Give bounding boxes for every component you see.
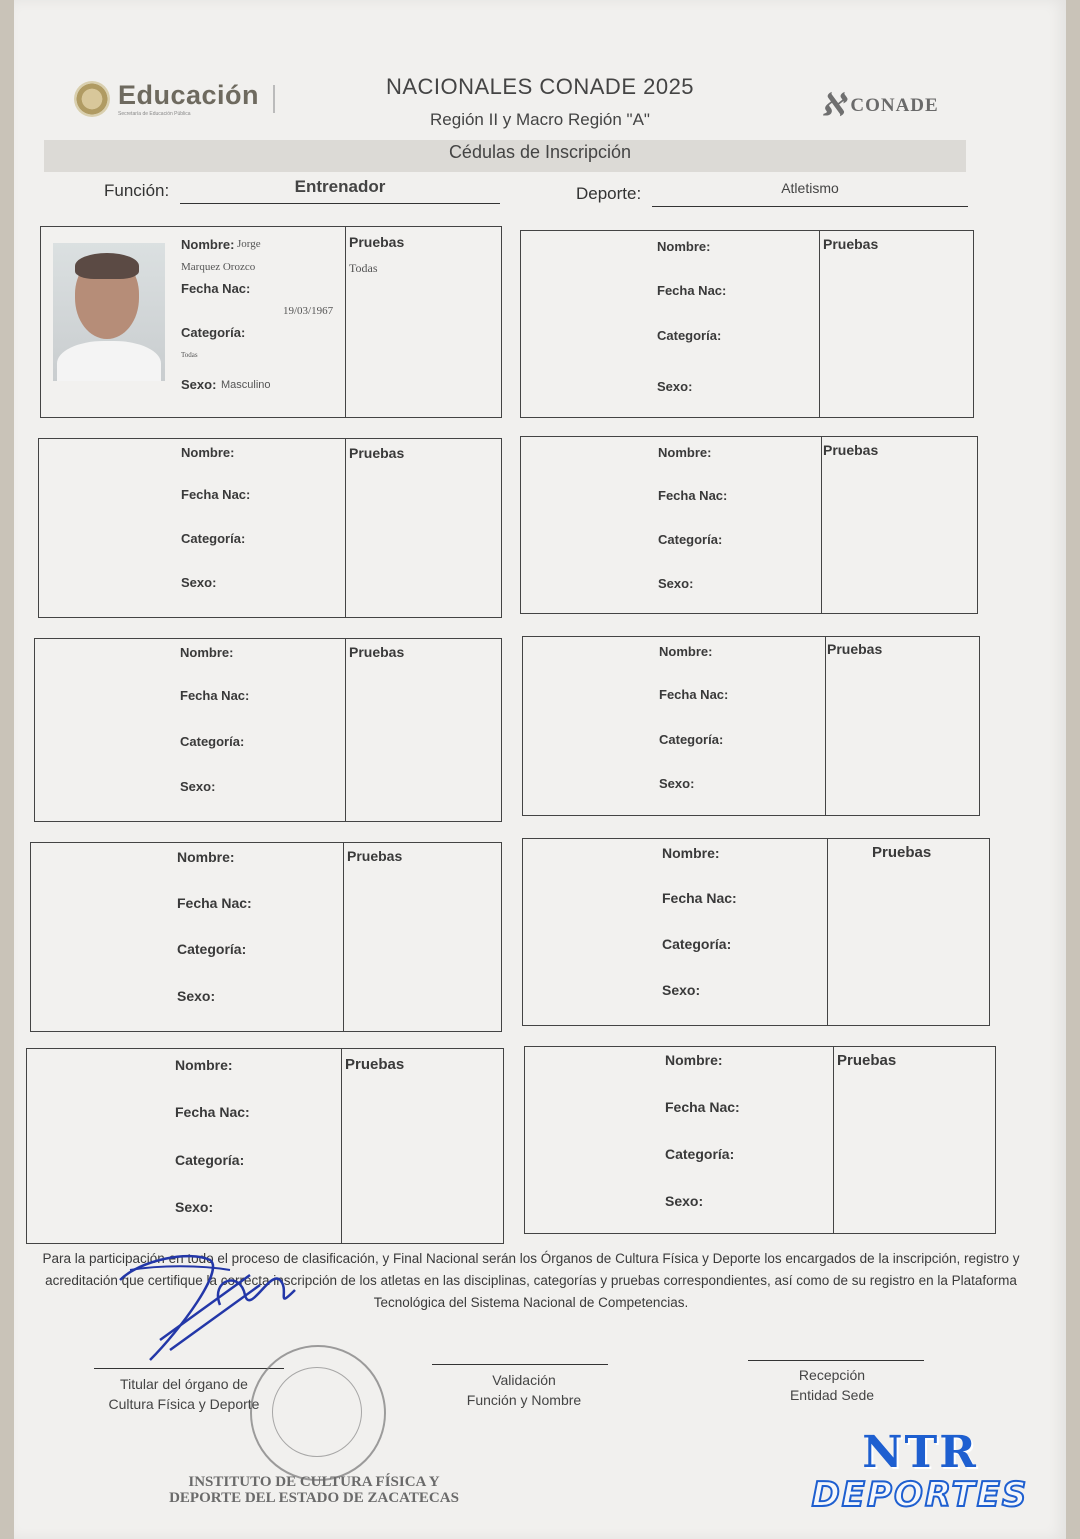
pruebas-label: Pruebas — [345, 1056, 405, 1073]
fecha-label: Fecha Nac: — [662, 890, 737, 906]
categoria-label: Categoría: — [657, 328, 722, 343]
athlete-card-3[interactable] — [38, 438, 502, 618]
sexo-label: Sexo: — [665, 1193, 704, 1209]
funcion-underline — [180, 203, 500, 204]
card-divider — [345, 227, 346, 417]
categoria-label: Categoría: — [659, 732, 724, 747]
fecha-label: Fecha Nac: — [180, 688, 250, 703]
signature-label-2 — [424, 1372, 624, 1408]
card-divider — [345, 439, 346, 617]
categoria-label: Categoría: — [658, 532, 723, 547]
nombre-label: Nombre: — [662, 845, 720, 861]
categoria-label: Categoría: — [181, 325, 246, 340]
ntr-deportes-watermark — [770, 1427, 1070, 1515]
signature-label-3 — [732, 1367, 932, 1403]
pruebas-label: Pruebas — [349, 644, 405, 660]
handwritten-signature — [100, 1220, 310, 1370]
funcion-label: Función: — [104, 181, 170, 200]
card-divider — [345, 639, 346, 821]
categoria-label: Categoría: — [177, 941, 247, 957]
conade-logo — [819, 88, 939, 123]
card-divider — [827, 839, 828, 1025]
fecha-label: Fecha Nac: — [657, 283, 727, 298]
legal-notice: Para la participación en todo el proceso de clasificación, y Final Nacional serán los Órganos de Cultura Física y Deporte los encargados de la inscripción, registro y acreditación que certifique la correcta inscripción de los atletas en las disciplinas, categorías y pruebas correspondientes, así como de su registro en la Plataforma Tecnológica del Sistema Nacional de Competencias. — [42, 1251, 1020, 1310]
pruebas-label: Pruebas — [823, 442, 879, 458]
card-divider — [341, 1049, 342, 1243]
page-title: NACIONALES CONADE 2025 — [385, 74, 695, 99]
deporte-label: Deporte: — [576, 184, 642, 203]
athlete-card-10[interactable] — [524, 1046, 996, 1234]
card-divider — [343, 843, 344, 1031]
page-subtitle: Región II y Macro Región "A" — [430, 110, 650, 129]
sexo-label: Sexo: — [177, 988, 216, 1004]
section-title: Cédulas de Inscripción — [448, 142, 632, 162]
sexo-label: Sexo: — [662, 982, 701, 998]
fecha-label: Fecha Nac: — [175, 1104, 250, 1120]
athlete-card-2[interactable] — [520, 230, 974, 418]
deporte-underline — [652, 206, 968, 207]
pruebas-label: Pruebas — [347, 848, 403, 864]
card-divider — [833, 1047, 834, 1233]
nombre-value-rest: Marquez Orozco — [181, 261, 256, 273]
pruebas-label: Pruebas — [827, 641, 883, 657]
card-divider — [825, 637, 826, 815]
athlete-card-9[interactable] — [26, 1048, 504, 1244]
pruebas-label: Pruebas — [349, 445, 405, 461]
signature-1-line1: Titular del órgano de — [120, 1376, 248, 1392]
registration-sheet — [14, 0, 1066, 1539]
athlete-card-1[interactable] — [40, 226, 502, 418]
ntr-logo-text: NTR — [862, 1427, 978, 1478]
sexo-label: Sexo: — [180, 779, 216, 794]
fecha-label: Fecha Nac: — [181, 487, 251, 502]
pruebas-value: Todas — [349, 261, 378, 275]
signature-1-line2: Cultura Física y Deporte — [108, 1396, 260, 1412]
deporte-value[interactable]: Atletismo — [781, 180, 839, 196]
nombre-label: Nombre: — [659, 644, 713, 659]
nombre-value-first: Jorge — [237, 238, 261, 250]
nombre-label: Nombre: — [177, 849, 235, 865]
nombre-label: Nombre: — [181, 445, 235, 460]
conade-logo-text: CONADE — [850, 94, 939, 116]
nombre-label: Nombre: — [665, 1052, 723, 1068]
sexo-label: Sexo: — [659, 776, 695, 791]
signature-line-2 — [432, 1364, 608, 1365]
athlete-card-8[interactable] — [522, 838, 990, 1026]
athlete-card-6[interactable] — [522, 636, 980, 816]
pruebas-label: Pruebas — [823, 236, 879, 252]
sexo-label: Sexo: — [658, 576, 694, 591]
nombre-label: Nombre: — [175, 1057, 233, 1073]
categoria-label: Categoría: — [181, 531, 246, 546]
athlete-card-4[interactable] — [520, 436, 978, 614]
athlete-card-5[interactable] — [34, 638, 502, 822]
categoria-label: Categoría: — [665, 1146, 735, 1162]
categoria-label: Categoría: — [662, 936, 732, 952]
fecha-label: Fecha Nac: — [177, 895, 252, 911]
sexo-label: Sexo: — [657, 379, 693, 394]
card-divider — [821, 437, 822, 613]
signature-3-line2: Entidad Sede — [789, 1387, 875, 1403]
sexo-label: Sexo: — [181, 377, 217, 392]
fecha-label: Fecha Nac: — [658, 488, 728, 503]
nombre-label: Nombre: — [180, 645, 234, 660]
funcion-value[interactable]: Entrenador — [294, 177, 386, 196]
signature-line-3 — [748, 1360, 924, 1361]
fecha-value: 19/03/1967 — [283, 305, 334, 317]
signature-3-line1: Recepción — [798, 1367, 866, 1383]
pruebas-label: Pruebas — [872, 844, 932, 861]
nombre-label: Nombre: — [658, 445, 712, 460]
runner-icon: ℵ — [819, 89, 851, 122]
deportes-logo-text: DEPORTES — [811, 1475, 1029, 1515]
signature-2-line2: Función y Nombre — [466, 1392, 582, 1408]
signature-2-line1: Validación — [492, 1372, 556, 1388]
fecha-label: Fecha Nac: — [665, 1099, 740, 1115]
pruebas-label: Pruebas — [837, 1052, 897, 1069]
eagle-emblem-icon — [272, 1367, 362, 1457]
sexo-value: Masculino — [221, 379, 271, 391]
categoria-value: Todas — [181, 351, 198, 359]
fecha-label: Fecha Nac: — [659, 687, 729, 702]
card-divider — [819, 231, 820, 417]
pruebas-label: Pruebas — [349, 234, 405, 250]
educacion-logo-text: Educación — [118, 80, 260, 110]
categoria-label: Categoría: — [180, 734, 245, 749]
sexo-label: Sexo: — [181, 575, 217, 590]
nombre-label: Nombre: — [657, 239, 711, 254]
educacion-logo-subtext: Secretaría de Educación Pública — [118, 111, 191, 117]
athlete-card-7[interactable] — [30, 842, 502, 1032]
categoria-label: Categoría: — [175, 1152, 245, 1168]
fecha-label: Fecha Nac: — [181, 281, 251, 296]
sexo-label: Sexo: — [175, 1199, 214, 1215]
stamp-institution-text: INSTITUTO DE CULTURA FÍSICA Y DEPORTE DEL ESTADO DE ZACATECAS — [169, 1474, 459, 1506]
nombre-label: Nombre: — [181, 237, 235, 252]
athlete-photo — [53, 243, 165, 381]
